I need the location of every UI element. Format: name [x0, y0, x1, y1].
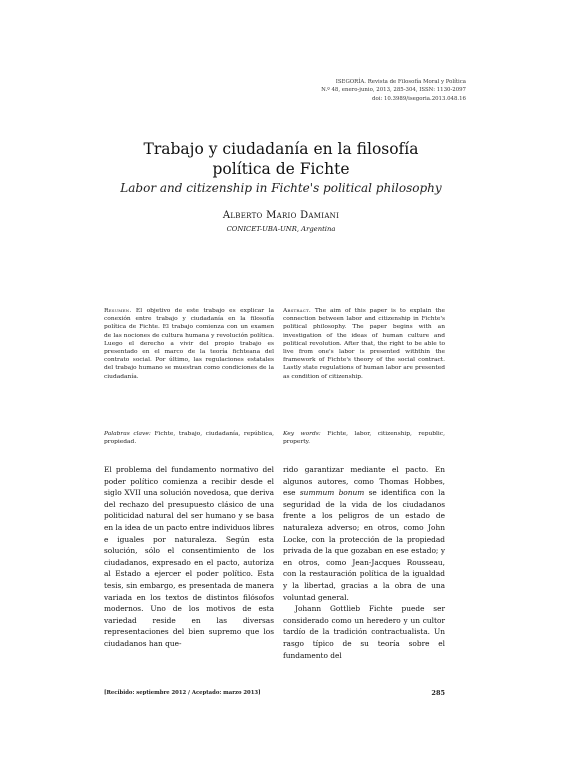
body-text: se identifica con la seguridad de la vida de los ciudadanos frente a los peligros de un estado de naturaleza adverso; en otros, como John Locke, con la protección de la propiedad privada de la que gozaban en ese estado; y en otros, como Jean-Jacques Rousseau, con la restauración política de la igualdad y la libertad, gracias a la obra de una voluntad general. [283, 488, 445, 602]
keywords-english-label: Key words: [283, 431, 321, 437]
author-name: Alberto Mario Damiani [222, 210, 340, 221]
body-text: rido garantizar mediante el pacto. En algunos autores, como Thomas Hobbes, ese [283, 465, 445, 498]
keywords-english-text: Fichte, labor, citizenship, republic, property. [283, 431, 445, 446]
journal-doi: doi: 10.3989/isegoria.2013.048.16 [372, 95, 466, 102]
abstract-english-text: The aim of this paper is to explain the connection between labor and citizenship in Fichte's political philosophy. The paper begins with an investigation of the ideas of human culture and political revolution. After that, the right to be able to live from one's labor is presented withthin the framework of Fichte's theory of the social contract. Lastly state regulations of human labor are presented as condition of citizenship. [283, 308, 445, 380]
author-affiliation: CONICET-UBA-UNR, Argentina [226, 225, 336, 233]
journal-name: ISEGORÍA. Revista de Filosofía Moral y Política [335, 79, 466, 85]
keywords-spanish-label: Palabras clave: [104, 431, 151, 437]
abstract-spanish-text: El objetivo de este trabajo es explicar la conexión entre trabajo y ciudadanía en la filosofía política de Fichte. El trabajo comienza con un examen de las nociones de cultura humana y revolución política. Luego el derecho a vivir del propio trabajo es presentado en el marco de la teoría fichteana del contrato social. Por último, las regulaciones estatales del trabajo humano se muestran como condiciones de la ciudadanía. [104, 308, 274, 380]
abstract-english [283, 307, 445, 381]
body-paragraph: Johann Gottlieb Fichte puede ser considerado como un heredero y un cultor tardío de la tradición contractualista. Un rasgo típico de su teoría sobre el fundamento del [283, 604, 445, 660]
body-paragraph [283, 464, 445, 603]
page-number: 285 [431, 689, 445, 697]
title-line-1: Trabajo y ciudadanía en la filosofía [143, 140, 419, 158]
keywords-english [283, 430, 445, 447]
abstract-spanish [104, 307, 274, 381]
title-line-2: política de Fichte [212, 160, 350, 178]
english-title: Labor and citizenship in Fichte's political philosophy [120, 181, 442, 195]
keywords-spanish [104, 430, 274, 447]
journal-header [300, 78, 466, 103]
body-emphasis: summum bonum [299, 488, 365, 498]
journal-issue: N.º 48, enero-junio, 2013, 285-304, ISSN: 1130-2097 [321, 87, 466, 94]
abstract-spanish-label: Resumen. [104, 308, 132, 314]
abstract-english-label: Abstract. [283, 308, 311, 314]
keywords-spanish-text: Fichte, trabajo, ciudadanía, república, propiedad. [104, 431, 274, 446]
body-column-right [283, 464, 445, 661]
body-column-left [104, 464, 274, 650]
article-title [80, 139, 482, 179]
received-accepted-dates: [Recibido: septiembre 2012 / Aceptado: marzo 2013] [104, 690, 261, 696]
body-paragraph: El problema del fundamento normativo del poder político comienza a recibir desde el siglo XVII una solución novedosa, que deriva del rechazo del presupuesto clásico de una politicidad natural del ser humano y se basa en la idea de un pacto entre individuos libres e iguales por naturaleza. Según esta solución, sólo el consentimiento de los ciudadanos, expresado en el pacto, autoriza al Estado a ejercer el poder político. Esta tesis, sin embargo, es presentada de manera variada en los textos de distintos filósofos modernos. Uno de los motivos de esta variedad reside en las diversas representaciones del bien supremo que los ciudadanos han que- [104, 465, 274, 648]
